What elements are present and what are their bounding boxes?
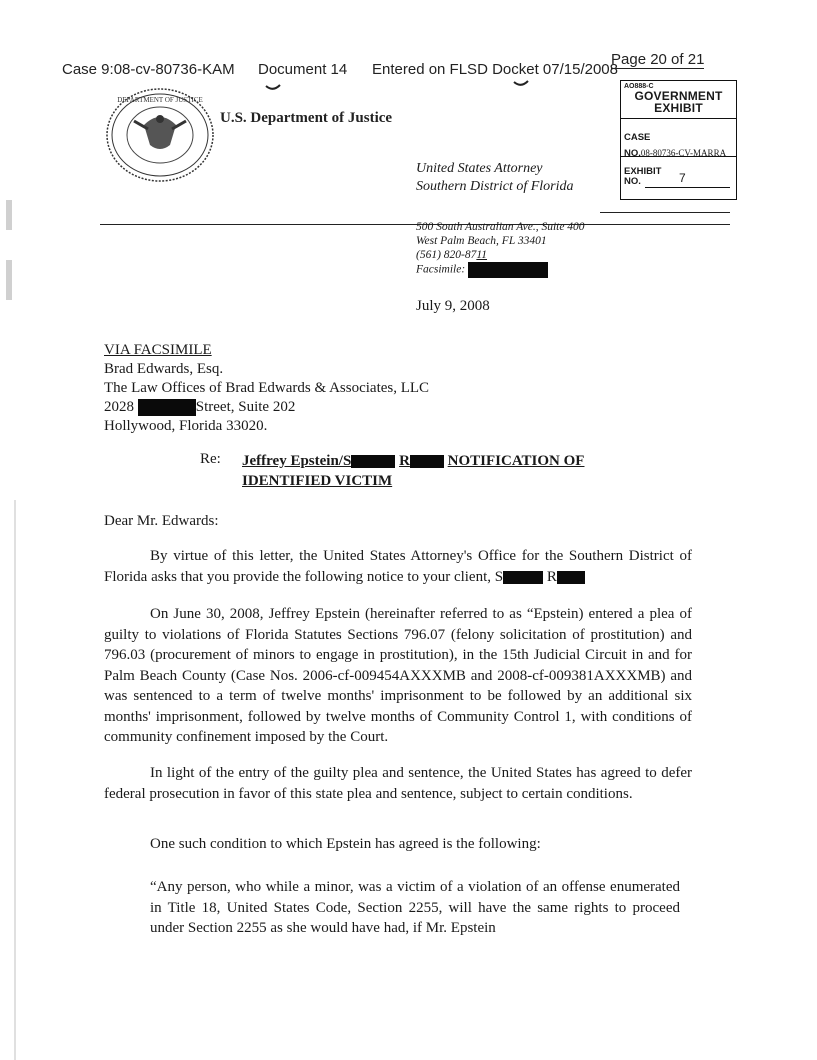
- scan-mark: [14, 500, 16, 1060]
- svg-text:DEPARTMENT OF JUSTICE: DEPARTMENT OF JUSTICE: [117, 96, 203, 104]
- paragraph-1-text: By virtue of this letter, the United States Attorney's Office for the Southern District of Florida asks that you provide the following notice to your client, S: [104, 548, 692, 585]
- redaction-bar: [410, 455, 444, 468]
- salutation: Dear Mr. Edwards:: [104, 513, 219, 529]
- paragraph-4: One such condition to which Epstein has agreed is the following:: [150, 836, 541, 852]
- scan-mark: [6, 260, 12, 300]
- recipient-name: Brad Edwards, Esq.: [104, 361, 224, 377]
- phone-suffix: 11: [476, 249, 488, 261]
- office-name: [416, 160, 574, 196]
- re-subject-line2: IDENTIFIED VICTIM: [242, 473, 393, 489]
- office-line-2: Southern District of Florida: [416, 179, 574, 194]
- redaction-bar: [468, 262, 548, 278]
- recipient-street: [104, 398, 429, 417]
- case-number: Case 9:08-cv-80736-KAM: [62, 61, 235, 78]
- docket-entry: Entered on FLSD Docket 07/15/2008: [372, 61, 618, 78]
- recipient-city: Hollywood, Florida 33020.: [104, 418, 268, 434]
- address-line-2: West Palm Beach, FL 33401: [416, 235, 547, 247]
- redaction-bar: [503, 571, 543, 584]
- letterhead-rule-right: [600, 212, 730, 213]
- street-number: 2028: [104, 399, 134, 415]
- quoted-condition: “Any person, who while a minor, was a victim of a violation of an offense enumerated in Title 18, United States Code, Section 2255, will have the same rights to proceed under Section 2255 as she would have had, if Mr. Epstein: [150, 879, 680, 936]
- re-subject: [242, 451, 584, 491]
- stamp-exhibit-no: 7: [679, 171, 686, 185]
- redaction-bar: [557, 571, 585, 584]
- fax-line: [416, 262, 585, 278]
- redaction-bar: [138, 399, 196, 416]
- paragraph-1: [104, 546, 692, 587]
- paragraph-3: In light of the entry of the guilty plea and sentence, the United States has agreed to defer federal prosecution in favor of this state plea and sentence, subject to certain conditions.: [104, 765, 692, 802]
- letterhead-rule: [100, 224, 730, 225]
- office-line-1: United States Attorney: [416, 161, 543, 176]
- page-number: Page 20 of 21: [611, 51, 705, 68]
- exhibit-stamp: [620, 80, 737, 200]
- stamp-title-1: GOVERNMENT: [634, 89, 723, 103]
- fax-label: Facsimile:: [416, 263, 466, 276]
- stamp-case-row: [624, 143, 726, 161]
- re-subject-part2: R: [399, 453, 410, 469]
- stamp-case-no: 08-80736-CV-MARRA: [640, 148, 727, 158]
- office-address: [416, 220, 585, 278]
- stamp-exhibit-no-label: NO.: [624, 176, 641, 187]
- street-rest: Street, Suite 202: [195, 399, 296, 415]
- paragraph-1-r: R: [546, 568, 557, 585]
- pen-mark: [513, 80, 529, 88]
- phone: (561) 820-87: [416, 249, 477, 261]
- stamp-title-2: EXHIBIT: [654, 101, 703, 115]
- delivery-method: VIA FACSIMILE: [104, 342, 212, 358]
- re-subject-part3: NOTIFICATION OF: [447, 453, 585, 469]
- recipient-firm: The Law Offices of Brad Edwards & Associates, LLC: [104, 380, 430, 396]
- redaction-bar: [351, 455, 395, 468]
- re-subject-part1: Jeffrey Epstein/S: [242, 453, 352, 469]
- paragraph-2: On June 30, 2008, Jeffrey Epstein (hereinafter referred to as “Epstein) entered a plea of guilty to violations of Florida Statutes Sections 796.07 (felony solicitation of prostitution) and 796.03 (procurement of minors to engage in prostitution), in the 15th Judicial Circuit in and for Palm Beach County (Case Nos. 2006-cf-009454AXXXMB and 2008-cf-009381AXXXMB) and was sentenced to a term of twelve months' imprisonment to be followed by an additional six months' imprisonment, followed by twelve months of Community Control 1, with conditions of community confinement imposed by the Court.: [104, 606, 692, 745]
- stamp-case-label: CASE: [624, 132, 651, 143]
- re-label: Re:: [200, 451, 221, 467]
- stamp-code: AO888-C: [624, 83, 654, 90]
- document-number: Document 14: [258, 61, 348, 78]
- doj-seal-icon: [104, 87, 216, 183]
- recipient-block: [104, 341, 429, 436]
- stamp-exhibit-label: EXHIBIT: [624, 166, 662, 177]
- letter-date: July 9, 2008: [416, 298, 490, 314]
- phone-line: [416, 248, 585, 262]
- scan-mark: [6, 200, 12, 230]
- stamp-case-no-label: NO.: [624, 148, 641, 159]
- department-name: U.S. Department of Justice: [220, 110, 393, 126]
- address-line-1: 500 South Australian Ave., Suite 400: [416, 221, 585, 233]
- pen-mark: [265, 84, 281, 92]
